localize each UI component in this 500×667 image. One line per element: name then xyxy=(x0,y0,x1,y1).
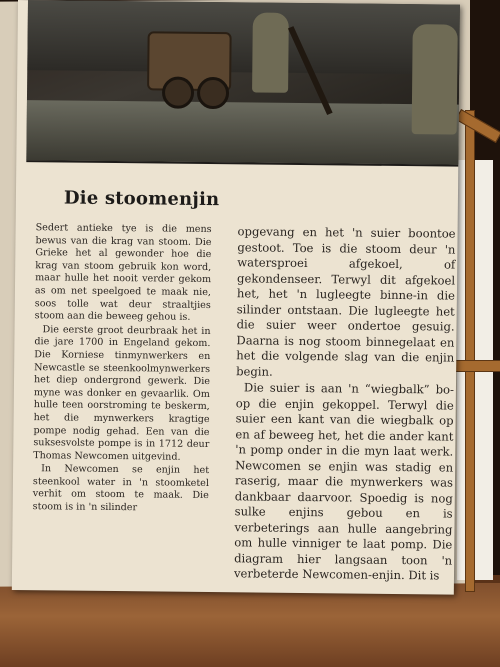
illustration-ground xyxy=(26,100,459,165)
paragraph: Die suier is aan 'n “wiegbalk” bo-op die enjin gekoppel. Terwyl die suier een kant van die wiegbalk op en af beweeg het, het die ander kant 'n pomp onder in die myn laat werk. Newcomen se enjin was stadig en raserig, maar die mynwerkers was dankbaar daarvoor. Spoedig is nog sulke enjins gebou en is verbeterings aan hulle aangebring om hulle vinniger te laat pomp. Die diagram hier langsaan toon 'n verbeterde Newcomen-enjin. Dit is xyxy=(233,380,455,583)
cart-wheel-icon xyxy=(197,77,229,109)
steam-engine-model xyxy=(455,110,500,590)
model-rocker-beam xyxy=(455,109,500,143)
illustration-worker xyxy=(252,12,289,92)
engine-illustration xyxy=(26,0,460,165)
cart-wheel-icon xyxy=(162,77,194,109)
paragraph: Die eerste groot deurbraak het in die jare 1700 in Engeland gekom. Die Korniese tinmynwerkers en Newcastle se steenkoolmynwerkers het diep ondergrond gewerk. Die myne was donker en gevaarlik. Om hulle teen oorstroming te beskerm, het die mynwerkers kragtige pompe nodig gehad. Een van die suksesvolste pompe is in 1712 deur Thomas Newcomen uitgevind. xyxy=(33,324,211,463)
illustration-worker xyxy=(412,24,458,134)
model-post xyxy=(465,110,475,592)
text-column-right xyxy=(234,224,456,585)
text-column-left xyxy=(33,222,212,516)
model-crossbar xyxy=(455,360,500,372)
article-title: Die stoomenjin xyxy=(63,187,220,211)
book-page xyxy=(12,0,460,595)
paragraph: opgevang en het 'n suier boontoe gestoot. Toe is die stoom deur 'n watersproei afgekoel, of gekondenseer. Terwyl dit afgekoel het, het 'n lugleegte binne-in die silinder ontstaan. Die lugleegte het die suier weer ondertoe gesuig. Daarna is nog stoom binnegelaat en het die volgende slag van die enjin begin. xyxy=(236,224,456,379)
illustration-sky xyxy=(27,0,460,75)
paragraph: Sedert antieke tye is die mens bewus van die krag van stoom. Die Grieke het al gewonder hoe die krag van stoom gebruik kon word, maar hulle het nooit verder gekom as om net speelgoed te maak nie, soos tolle wat deur straaltjies stoom aan die beweeg gehou is. xyxy=(34,222,212,323)
paragraph: In Newcomen se enjin het steenkool water in 'n stoomketel verhit om stoom te maak. Die stoom is in 'n silinder xyxy=(32,463,210,514)
